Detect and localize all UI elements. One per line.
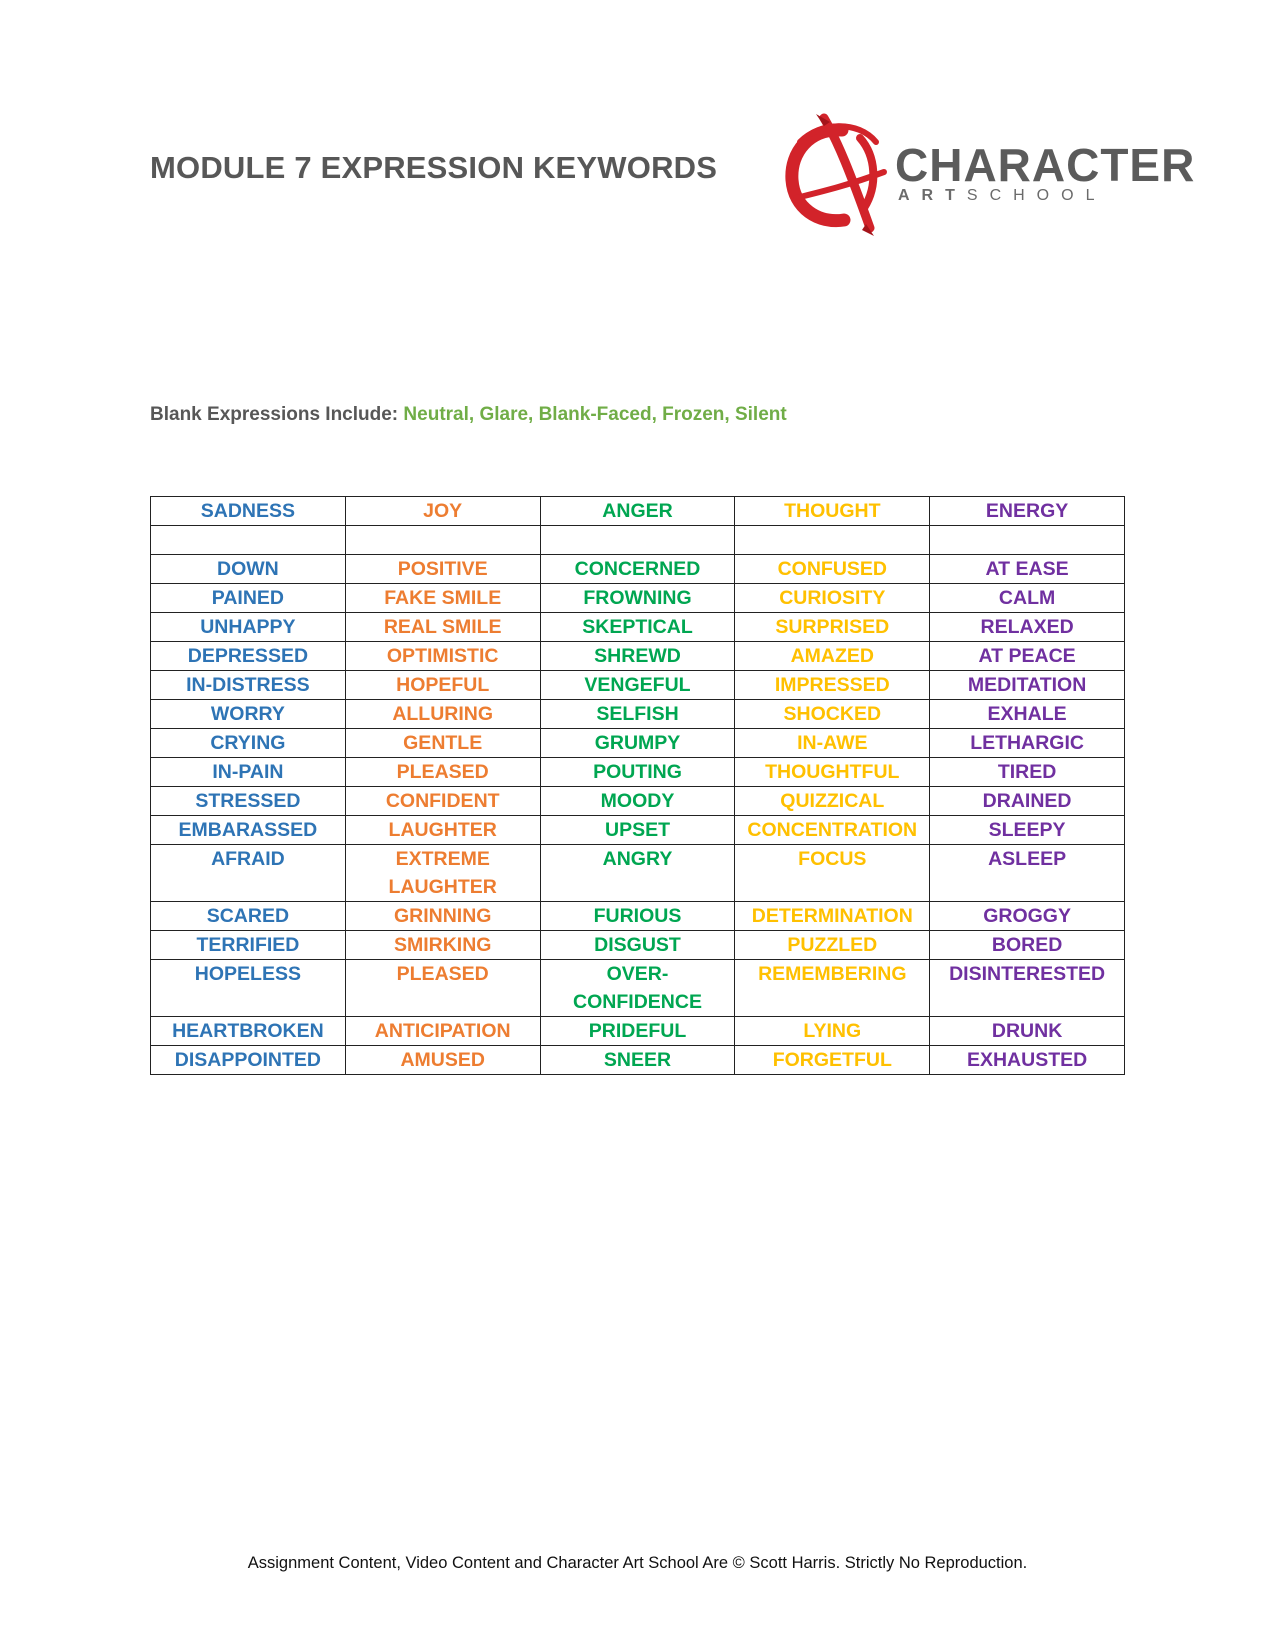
table-cell: FORGETFUL xyxy=(735,1046,930,1075)
table-cell: FROWNING xyxy=(540,584,735,613)
logo-subtitle-art: ART xyxy=(898,187,967,204)
table-cell: AT EASE xyxy=(930,555,1125,584)
table-cell: VENGEFUL xyxy=(540,671,735,700)
table-row xyxy=(151,555,1125,584)
column-header: ANGER xyxy=(540,497,735,526)
table-cell: UNHAPPY xyxy=(151,613,346,642)
table-cell xyxy=(151,526,346,555)
table-cell: ALLURING xyxy=(345,700,540,729)
table-row xyxy=(151,1046,1125,1075)
table-cell: DRAINED xyxy=(930,787,1125,816)
table-cell xyxy=(540,526,735,555)
table-row xyxy=(151,931,1125,960)
table-cell: GENTLE xyxy=(345,729,540,758)
table-row xyxy=(151,758,1125,787)
table-cell: PRIDEFUL xyxy=(540,1017,735,1046)
table-cell: EXHAUSTED xyxy=(930,1046,1125,1075)
table-row xyxy=(151,787,1125,816)
table-cell: DISGUST xyxy=(540,931,735,960)
table-cell: PLEASED xyxy=(345,960,540,1017)
table-cell: AFRAID xyxy=(151,845,346,902)
table-header-row xyxy=(151,497,1125,526)
table-cell: TERRIFIED xyxy=(151,931,346,960)
table-cell: AMUSED xyxy=(345,1046,540,1075)
table-cell: PAINED xyxy=(151,584,346,613)
blank-expressions-line xyxy=(150,404,787,426)
table-cell: ANGRY xyxy=(540,845,735,902)
table-cell: CONCERNED xyxy=(540,555,735,584)
expression-keywords-table xyxy=(150,496,1125,1075)
table-cell: SHOCKED xyxy=(735,700,930,729)
table-cell: QUIZZICAL xyxy=(735,787,930,816)
table-cell: CRYING xyxy=(151,729,346,758)
table-cell: SHREWD xyxy=(540,642,735,671)
table-cell: SCARED xyxy=(151,902,346,931)
table-cell: IMPRESSED xyxy=(735,671,930,700)
table-cell: CALM xyxy=(930,584,1125,613)
table-row xyxy=(151,845,1125,902)
column-header: ENERGY xyxy=(930,497,1125,526)
table-cell: IN-PAIN xyxy=(151,758,346,787)
blank-expressions-values: Neutral, Glare, Blank-Faced, Frozen, Silent xyxy=(403,404,787,425)
table-cell: TIRED xyxy=(930,758,1125,787)
table-row xyxy=(151,642,1125,671)
table-row xyxy=(151,613,1125,642)
table-cell: GRINNING xyxy=(345,902,540,931)
table-cell: FAKE SMILE xyxy=(345,584,540,613)
table-row xyxy=(151,902,1125,931)
table-cell xyxy=(345,526,540,555)
table-cell: MEDITATION xyxy=(930,671,1125,700)
logo xyxy=(780,112,1196,238)
table-cell: HEARTBROKEN xyxy=(151,1017,346,1046)
table-cell: SNEER xyxy=(540,1046,735,1075)
table-cell: GROGGY xyxy=(930,902,1125,931)
table-cell: POSITIVE xyxy=(345,555,540,584)
table-cell: DISINTERESTED xyxy=(930,960,1125,1017)
page-title: MODULE 7 EXPRESSION KEYWORDS xyxy=(150,150,718,185)
table-cell: SKEPTICAL xyxy=(540,613,735,642)
table-cell: DETERMINATION xyxy=(735,902,930,931)
table-cell: EXTREME LAUGHTER xyxy=(345,845,540,902)
table-row xyxy=(151,700,1125,729)
table-cell: CONCENTRATION xyxy=(735,816,930,845)
table-cell: LYING xyxy=(735,1017,930,1046)
column-header: JOY xyxy=(345,497,540,526)
table-row xyxy=(151,729,1125,758)
table-cell: SMIRKING xyxy=(345,931,540,960)
table-cell: LAUGHTER xyxy=(345,816,540,845)
table-cell: IN-AWE xyxy=(735,729,930,758)
table-cell: DISAPPOINTED xyxy=(151,1046,346,1075)
table-cell: OPTIMISTIC xyxy=(345,642,540,671)
table-cell: CONFUSED xyxy=(735,555,930,584)
table-cell: HOPEFUL xyxy=(345,671,540,700)
table-cell: LETHARGIC xyxy=(930,729,1125,758)
column-header: THOUGHT xyxy=(735,497,930,526)
table-cell: DRUNK xyxy=(930,1017,1125,1046)
table-cell: RELAXED xyxy=(930,613,1125,642)
table-cell: MOODY xyxy=(540,787,735,816)
table-cell: OVER- CONFIDENCE xyxy=(540,960,735,1017)
table-cell: REAL SMILE xyxy=(345,613,540,642)
table-row xyxy=(151,960,1125,1017)
table-cell: THOUGHTFUL xyxy=(735,758,930,787)
table-cell: FOCUS xyxy=(735,845,930,902)
table-row xyxy=(151,584,1125,613)
table-cell: EMBARASSED xyxy=(151,816,346,845)
table-cell: IN-DISTRESS xyxy=(151,671,346,700)
column-header: SADNESS xyxy=(151,497,346,526)
table-cell: DOWN xyxy=(151,555,346,584)
table-cell xyxy=(735,526,930,555)
table-cell: SURPRISED xyxy=(735,613,930,642)
logo-subtitle-school: SCHOOL xyxy=(966,187,1107,204)
table-cell xyxy=(930,526,1125,555)
table-cell: SLEEPY xyxy=(930,816,1125,845)
table-cell: AMAZED xyxy=(735,642,930,671)
table-cell: HOPELESS xyxy=(151,960,346,1017)
footer-copyright: Assignment Content, Video Content and Character Art School Are © Scott Harris. Strictly No Reproduction. xyxy=(247,1554,1028,1572)
table-cell: BORED xyxy=(930,931,1125,960)
table-cell: STRESSED xyxy=(151,787,346,816)
logo-wordmark: CHARACTER xyxy=(895,139,1196,191)
table-cell: POUTING xyxy=(540,758,735,787)
table-cell: PLEASED xyxy=(345,758,540,787)
table-cell: CURIOSITY xyxy=(735,584,930,613)
table-cell: DEPRESSED xyxy=(151,642,346,671)
table-cell: ANTICIPATION xyxy=(345,1017,540,1046)
table-row xyxy=(151,1017,1125,1046)
table-cell: REMEMBERING xyxy=(735,960,930,1017)
table-cell: UPSET xyxy=(540,816,735,845)
table-cell: EXHALE xyxy=(930,700,1125,729)
table-row xyxy=(151,526,1125,555)
blank-expressions-label: Blank Expressions Include: xyxy=(150,404,399,425)
table-cell: CONFIDENT xyxy=(345,787,540,816)
table-cell: FURIOUS xyxy=(540,902,735,931)
table-cell: ASLEEP xyxy=(930,845,1125,902)
character-art-school-logo-icon xyxy=(780,112,900,238)
table-cell: SELFISH xyxy=(540,700,735,729)
table-cell: GRUMPY xyxy=(540,729,735,758)
table-row xyxy=(151,816,1125,845)
table-cell: AT PEACE xyxy=(930,642,1125,671)
table-cell: WORRY xyxy=(151,700,346,729)
table-row xyxy=(151,671,1125,700)
logo-subtitle xyxy=(898,188,1106,204)
table-cell: PUZZLED xyxy=(735,931,930,960)
